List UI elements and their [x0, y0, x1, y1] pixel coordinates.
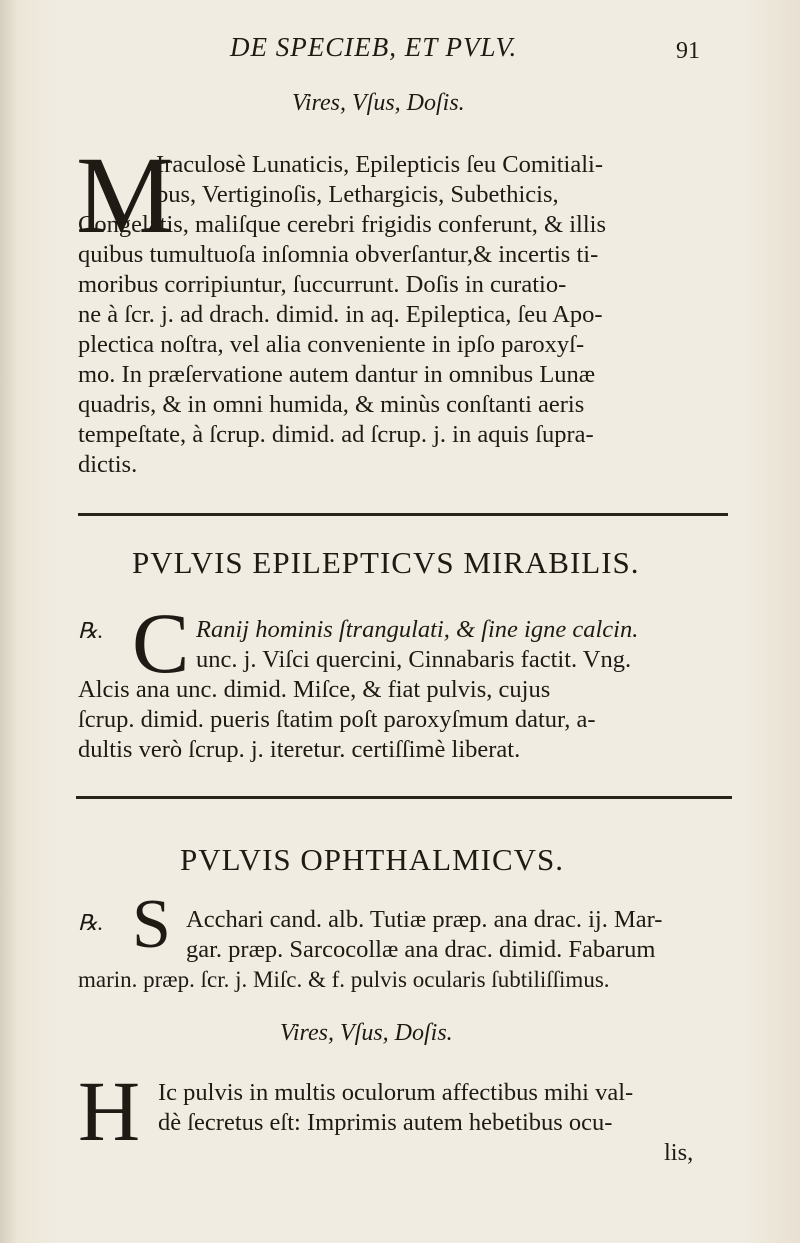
- text-line: Ic pulvis in multis oculorum affectibus mihi val-: [158, 1079, 634, 1106]
- drop-capital-c: C: [132, 595, 190, 691]
- text-line: gar. præp. Sarcocollæ ana drac. dimid. Fabarum: [186, 936, 656, 963]
- section-subhead-vires: Vires, Vſus, Doſis.: [280, 1020, 453, 1046]
- text-line: dictis.: [78, 451, 138, 478]
- drop-capital-h: H: [78, 1063, 141, 1159]
- text-line: tempeſtate, à ſcrup. dimid. ad ſcrup. j. in aquis ſupra-: [78, 421, 594, 448]
- horizontal-rule: [76, 796, 732, 799]
- text-line: moribus corripiuntur, ſuccurrunt. Doſis in curatio-: [78, 271, 567, 298]
- horizontal-rule: [78, 513, 728, 516]
- text-line: dè ſecretus eſt: Imprimis autem hebetibus ocu-: [158, 1109, 613, 1136]
- text-line: bus, Vertiginoſis, Lethargicis, Subethicis,: [156, 181, 559, 208]
- text-line: Acchari cand. alb. Tutiæ præp. ana drac. ij. Mar-: [186, 906, 663, 933]
- page-number: 91: [676, 38, 700, 64]
- drop-capital-m: M: [76, 134, 174, 256]
- recipe-sign: ℞.: [78, 910, 104, 935]
- text-line: unc. j. Viſci quercini, Cinnabaris factit. Vng.: [196, 646, 632, 673]
- recipe-title-ophthalmicus: PVLVIS OPHTHALMICVS.: [180, 842, 565, 877]
- running-head: DE SPECIEB, ET PVLV.: [230, 32, 518, 62]
- drop-capital-s: S: [132, 886, 171, 963]
- text-line: lis,: [664, 1139, 694, 1166]
- text-line: marin. præp. ſcr. j. Miſc. & f. pulvis ocularis ſubtiliſſimus.: [78, 967, 610, 992]
- text-line: dultis verò ſcrup. j. iteretur. certiſſimè liberat.: [78, 736, 521, 763]
- text-line: ne à ſcr. j. ad drach. dimid. in aq. Epileptica, ſeu Apo-: [78, 301, 603, 328]
- text-line: quibus tumultuoſa inſomnia obverſantur,& incertis ti-: [78, 241, 599, 268]
- text-line: plectica noſtra, vel alia conveniente in ipſo paroxyſ-: [78, 331, 585, 358]
- section-subhead-vires: Vires, Vſus, Doſis.: [292, 90, 465, 116]
- recipe-title-epilepticus: PVLVIS EPILEPTICVS MIRABILIS.: [132, 545, 640, 580]
- text-line: mo. In præſervatione autem dantur in omnibus Lunæ: [78, 361, 596, 388]
- text-line: Ranij hominis ſtrangulati, & ſine igne calcin.: [196, 616, 639, 643]
- text-line: ſcrup. dimid. pueris ſtatim poſt paroxyſmum datur, a-: [78, 706, 596, 733]
- text-line: Congelatis, maliſque cerebri frigidis conferunt, & illis: [78, 211, 606, 238]
- text-line: Iraculosè Lunaticis, Epilepticis ſeu Comitiali-: [156, 151, 604, 178]
- text-line: quadris, & in omni humida, & minùs conſtanti aeris: [78, 391, 585, 418]
- recipe-sign: ℞.: [78, 618, 104, 643]
- text-line: Alcis ana unc. dimid. Miſce, & fiat pulvis, cujus: [78, 676, 551, 703]
